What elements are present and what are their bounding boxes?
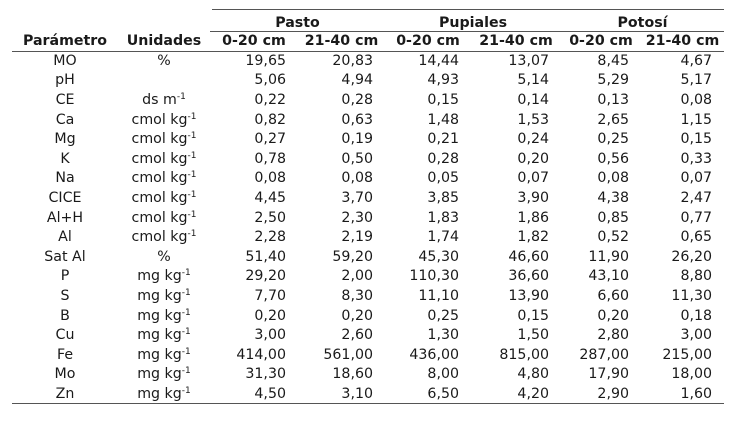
column-header-row: [12, 31, 724, 51]
value-cell: 4,38: [597, 189, 630, 206]
value-cell: 0,24: [517, 131, 550, 148]
value-cell: 1,60: [641, 384, 724, 404]
column-header-depth: 21-40 cm: [471, 31, 561, 51]
column-header-depth: 0-20 cm: [210, 31, 298, 51]
value-cell: 46,60: [508, 248, 550, 265]
table-row: [12, 267, 724, 287]
value-cell: 0,19: [341, 131, 374, 148]
value-cell: 1,48: [427, 111, 460, 128]
value-cell: 3,90: [517, 189, 550, 206]
unit-text: %: [157, 248, 171, 265]
value-cell: 287,00: [579, 346, 630, 363]
unit-cell: [118, 110, 210, 130]
unit-text: cmol kg: [131, 170, 188, 187]
table-row: [12, 188, 724, 208]
value-cell: 0,82: [254, 111, 286, 128]
column-header-parametro: Parámetro: [12, 31, 118, 51]
parameter-cell: MO: [53, 53, 77, 70]
unit-text: cmol kg: [131, 111, 188, 128]
value-cell: 1,83: [427, 209, 460, 226]
blank-header-cell: [12, 9, 118, 31]
parameter-cell: CICE: [48, 189, 82, 206]
unit-text: mg kg: [137, 268, 182, 285]
group-header-potosi: Potosí: [561, 9, 724, 31]
value-cell: 0,77: [680, 209, 713, 226]
value-cell: 110,30: [409, 268, 460, 285]
value-cell: 6,60: [597, 287, 630, 304]
value-cell: 2,90: [561, 384, 641, 404]
value-cell: 2,19: [341, 229, 374, 246]
value-cell: 2,65: [597, 111, 630, 128]
unit-exponent: -1: [187, 209, 197, 220]
value-cell: 414,00: [236, 346, 286, 363]
table-row: [12, 384, 724, 404]
column-header-depth: 0-20 cm: [385, 31, 471, 51]
table-row: [12, 110, 724, 130]
table-row: [12, 149, 724, 169]
unit-exponent: -1: [187, 111, 197, 122]
table-row: [12, 169, 724, 189]
value-cell: 26,20: [671, 248, 713, 265]
value-cell: 1,15: [680, 111, 713, 128]
value-cell: 436,00: [409, 346, 460, 363]
unit-text: mg kg: [137, 287, 182, 304]
value-cell: 1,74: [427, 229, 460, 246]
value-cell: 0,08: [254, 170, 286, 187]
value-cell: 2,80: [597, 327, 630, 344]
parameter-cell: K: [60, 150, 70, 167]
value-cell: 1,30: [427, 327, 460, 344]
parameter-cell: Ca: [55, 111, 75, 128]
unit-cell: [118, 188, 210, 208]
value-cell: 20,83: [332, 53, 374, 70]
value-cell: 4,20: [471, 384, 561, 404]
value-cell: 1,50: [517, 327, 550, 344]
value-cell: 31,30: [245, 366, 286, 383]
value-cell: 0,33: [680, 150, 713, 167]
value-cell: 0,63: [341, 111, 374, 128]
value-cell: 11,30: [671, 287, 713, 304]
parameter-cell: Cu: [55, 327, 75, 344]
value-cell: 815,00: [499, 346, 550, 363]
value-cell: 0,20: [341, 307, 374, 324]
parameter-cell: CE: [55, 91, 75, 108]
parameter-cell: Al: [58, 229, 72, 246]
table-row: [12, 129, 724, 149]
group-header-pasto: Pasto: [210, 9, 385, 31]
value-cell: 3,00: [680, 327, 713, 344]
table-row: [12, 365, 724, 385]
unit-text: cmol kg: [131, 131, 188, 148]
unit-text: mg kg: [137, 385, 182, 402]
unit-cell: [118, 208, 210, 228]
value-cell: 0,13: [597, 91, 630, 108]
value-cell: 43,10: [588, 268, 630, 285]
value-cell: 0,56: [597, 150, 630, 167]
unit-text: mg kg: [137, 366, 182, 383]
value-cell: 19,65: [245, 53, 286, 70]
value-cell: 1,82: [517, 229, 550, 246]
value-cell: 8,30: [341, 287, 374, 304]
table-row: [12, 208, 724, 228]
value-cell: 4,80: [517, 366, 550, 383]
value-cell: 0,08: [341, 170, 374, 187]
unit-exponent: -1: [187, 189, 197, 200]
value-cell: 5,06: [254, 72, 286, 89]
group-header-pupiales: Pupiales: [385, 9, 561, 31]
value-cell: 1,86: [517, 209, 550, 226]
unit-cell: [118, 384, 210, 404]
unit-cell: [118, 71, 210, 91]
value-cell: 4,93: [427, 72, 460, 89]
value-cell: 5,29: [597, 72, 630, 89]
unit-exponent: -1: [187, 150, 197, 161]
value-cell: 18,60: [332, 366, 374, 383]
unit-cell: [118, 267, 210, 287]
table-row: [12, 325, 724, 345]
value-cell: 0,07: [680, 170, 713, 187]
unit-cell: [118, 345, 210, 365]
value-cell: 0,20: [254, 307, 286, 324]
value-cell: 215,00: [662, 346, 713, 363]
value-cell: 18,00: [671, 366, 713, 383]
parameter-cell: Na: [55, 170, 75, 187]
unit-text: cmol kg: [131, 150, 188, 167]
value-cell: 11,10: [418, 287, 460, 304]
value-cell: 51,40: [245, 248, 286, 265]
parameter-cell: Fe: [56, 346, 74, 363]
unit-cell: [118, 129, 210, 149]
value-cell: 2,60: [341, 327, 374, 344]
table-row: [12, 90, 724, 110]
value-cell: 11,90: [588, 248, 630, 265]
value-cell: 0,50: [341, 150, 374, 167]
table-row: [12, 306, 724, 326]
unit-cell: [118, 90, 210, 110]
value-cell: 0,78: [254, 150, 286, 167]
unit-exponent: -1: [176, 91, 186, 102]
value-cell: 0,15: [517, 307, 550, 324]
unit-text: mg kg: [137, 307, 182, 324]
table-row: [12, 247, 724, 267]
table-row: [12, 227, 724, 247]
unit-cell: [118, 51, 210, 71]
value-cell: 0,15: [427, 91, 460, 108]
parameter-cell: Al+H: [46, 209, 84, 226]
blank-header-cell: [118, 9, 210, 31]
value-cell: 17,90: [588, 366, 630, 383]
value-cell: 3,70: [341, 189, 374, 206]
unit-text: cmol kg: [131, 209, 188, 226]
group-header-row: [12, 9, 724, 31]
value-cell: 0,15: [680, 131, 713, 148]
unit-text: %: [157, 53, 171, 70]
unit-exponent: -1: [187, 229, 197, 240]
unit-text: cmol kg: [131, 189, 188, 206]
value-cell: 3,00: [254, 327, 286, 344]
parameter-cell: Mo: [54, 366, 76, 383]
value-cell: 0,08: [680, 91, 713, 108]
parameter-cell: Sat Al: [44, 248, 86, 265]
value-cell: 0,28: [427, 150, 460, 167]
unit-exponent: -1: [187, 170, 197, 181]
unit-exponent: -1: [181, 366, 191, 377]
value-cell: 13,90: [508, 287, 550, 304]
value-cell: 2,47: [680, 189, 713, 206]
value-cell: 14,44: [418, 53, 460, 70]
unit-text: mg kg: [137, 346, 182, 363]
column-header-depth: 21-40 cm: [298, 31, 385, 51]
soil-properties-table: [12, 9, 724, 404]
value-cell: 8,80: [680, 268, 713, 285]
unit-exponent: -1: [181, 327, 191, 338]
unit-cell: [118, 365, 210, 385]
value-cell: 0,25: [597, 131, 630, 148]
value-cell: 45,30: [418, 248, 460, 265]
table-row: [12, 51, 724, 71]
value-cell: 0,52: [597, 229, 630, 246]
value-cell: 0,05: [427, 170, 460, 187]
unit-text: cmol kg: [131, 229, 188, 246]
table-row: [12, 345, 724, 365]
value-cell: 0,20: [597, 307, 630, 324]
unit-cell: [118, 325, 210, 345]
unit-exponent: -1: [187, 131, 197, 142]
value-cell: 13,07: [508, 53, 550, 70]
value-cell: 4,67: [680, 53, 713, 70]
value-cell: 6,50: [385, 384, 471, 404]
value-cell: 0,27: [254, 131, 286, 148]
parameter-cell: pH: [55, 72, 75, 89]
value-cell: 36,60: [508, 268, 550, 285]
value-cell: 3,85: [427, 189, 460, 206]
unit-text: ds m: [142, 91, 177, 108]
value-cell: 0,28: [341, 91, 374, 108]
value-cell: 0,85: [597, 209, 630, 226]
unit-cell: [118, 306, 210, 326]
parameter-cell: Mg: [54, 131, 76, 148]
value-cell: 2,30: [341, 209, 374, 226]
unit-cell: [118, 247, 210, 267]
value-cell: 7,70: [254, 287, 286, 304]
unit-cell: [118, 286, 210, 306]
value-cell: 8,00: [427, 366, 460, 383]
value-cell: 0,08: [597, 170, 630, 187]
parameter-cell: B: [60, 307, 70, 324]
value-cell: 0,22: [254, 91, 286, 108]
value-cell: 29,20: [245, 268, 286, 285]
unit-exponent: -1: [181, 287, 191, 298]
value-cell: 5,17: [680, 72, 713, 89]
value-cell: 0,21: [427, 131, 460, 148]
table-top-rule: [212, 9, 724, 10]
column-header-unidades: Unidades: [118, 31, 210, 51]
value-cell: 8,45: [597, 53, 630, 70]
unit-exponent: -1: [181, 385, 191, 396]
value-cell: 0,07: [517, 170, 550, 187]
value-cell: 4,94: [341, 72, 374, 89]
value-cell: 0,14: [517, 91, 550, 108]
value-cell: 561,00: [323, 346, 374, 363]
value-cell: 4,50: [210, 384, 298, 404]
value-cell: 59,20: [332, 248, 374, 265]
unit-cell: [118, 227, 210, 247]
table-row: [12, 71, 724, 91]
value-cell: 2,00: [341, 268, 374, 285]
value-cell: 3,10: [298, 384, 385, 404]
value-cell: 5,14: [517, 72, 550, 89]
unit-exponent: -1: [181, 268, 191, 279]
value-cell: 0,18: [680, 307, 713, 324]
column-header-depth: 21-40 cm: [641, 31, 724, 51]
parameter-cell: P: [60, 268, 70, 285]
value-cell: 2,28: [254, 229, 286, 246]
parameter-cell: S: [60, 287, 70, 304]
unit-text: mg kg: [137, 327, 182, 344]
value-cell: 0,65: [680, 229, 713, 246]
unit-cell: [118, 169, 210, 189]
column-header-depth: 0-20 cm: [561, 31, 641, 51]
soil-properties-table-container: [12, 9, 724, 404]
unit-exponent: -1: [181, 346, 191, 357]
value-cell: 2,50: [254, 209, 286, 226]
value-cell: 0,25: [427, 307, 460, 324]
unit-cell: [118, 149, 210, 169]
table-row: [12, 286, 724, 306]
value-cell: 1,53: [517, 111, 550, 128]
table-body: [12, 51, 724, 404]
value-cell: 0,20: [517, 150, 550, 167]
unit-exponent: -1: [181, 307, 191, 318]
value-cell: 4,45: [254, 189, 286, 206]
parameter-cell: Zn: [12, 384, 118, 404]
